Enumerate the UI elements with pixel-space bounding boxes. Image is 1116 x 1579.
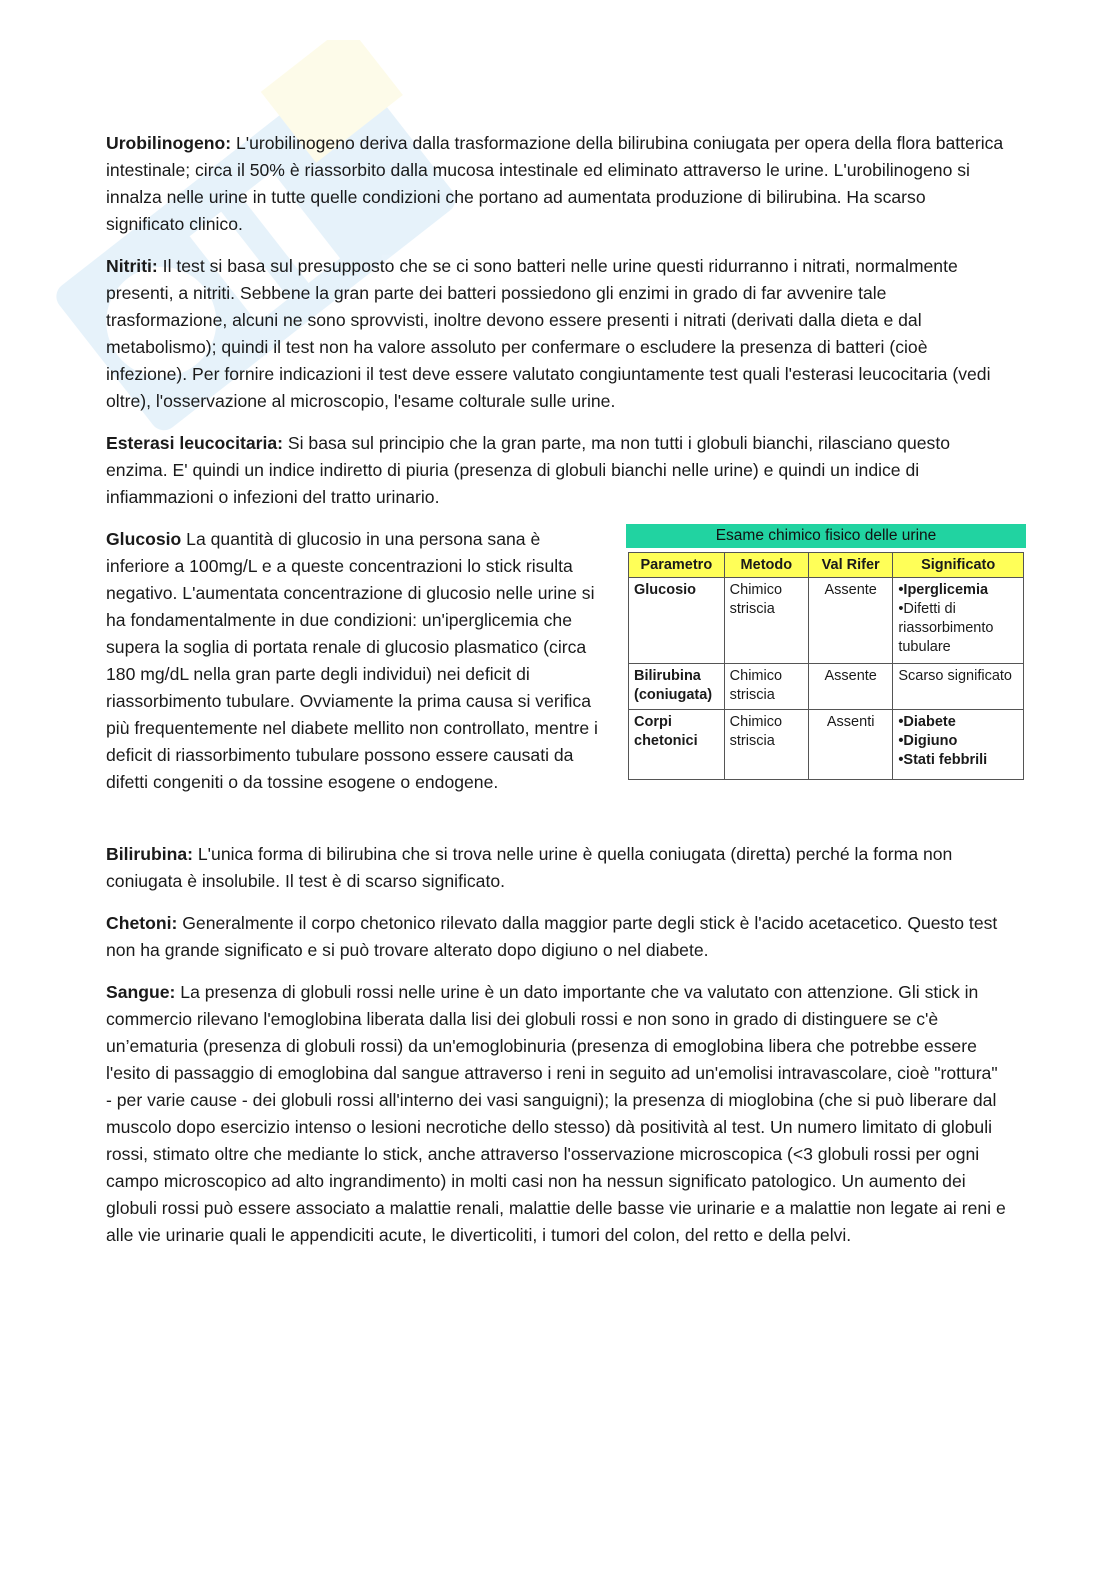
paragraph-nitriti [106, 253, 1006, 415]
glucose-section [106, 526, 1012, 826]
cell-metodo: Chimico striscia [724, 710, 808, 780]
header-metodo: Metodo [724, 553, 808, 578]
paragraph-bilirubina [106, 841, 1006, 895]
table-title: Esame chimico fisico delle urine [626, 524, 1026, 548]
table-row [629, 710, 1024, 780]
text-chetoni: Generalmente il corpo chetonico rilevato dalla maggior parte degli stick è l'acido acetacetico. Questo test non ha grande significato e si può trovare alterato dopo digiuno o nel diabete. [106, 913, 998, 960]
significato-item: •Digiuno [898, 733, 958, 749]
paragraph-esterasi [106, 430, 1006, 511]
document-body [106, 130, 1012, 1264]
cell-parametro-text: Bilirubina (coniugata) [634, 668, 713, 703]
text-nitriti: Il test si basa sul presupposto che se ci sono batteri nelle urine questi ridurranno i nitrati, normalmente presenti, a nitriti. Sebbene la gran parte dei batteri possiedono gli enzimi in grado di far avvenire tale trasformazione, alcuni ne sono sprovvisti, inoltre devono essere presenti i nitrati (derivati dalla dieta e dal metabolismo); quindi il test non ha valore assoluto per confermare o escludere la presenza di batteri (cioè infezione). Per fornire indicazioni il test deve essere valutato congiuntamente test quali l'esterasi leucocitaria (vedi oltre), l'osservazione al microscopio, l'esame colturale sulle urine. [106, 256, 991, 411]
paragraph-sangue [106, 979, 1006, 1249]
paragraph-urobilinogeno [106, 130, 1006, 238]
header-significato: Significato [893, 553, 1024, 578]
paragraph-chetoni [106, 910, 1006, 964]
significato-item: Scarso significato [898, 668, 1012, 684]
text-sangue: La presenza di globuli rossi nelle urine è un dato importante che va valutato con attenzione. Gli stick in commercio rilevano l'emoglobina liberata dalla lisi dei globuli rossi e non sono in grado di distinguere se c'è un’ematuria (presenza di globuli rossi) da un'emoglobinuria (presenza di emoglobina libera che potrebbe essere l'esito di passaggio di emoglobina dal sangue attraverso i reni in seguito ad un'emolisi intravascolare, cioè "rottura" - per varie cause - dei globuli rossi all'interno dei vasi sanguigni); la presenza di mioglobina (che si può liberare dal muscolo dopo esercizio intenso o lesioni necrotiche dello stesso) dà positività al test. Un numero limitato di globuli rossi, stimato oltre che mediante lo stick, anche attraverso l'osservazione microscopica (<3 globuli rossi per ogni campo microscopico ad alto ingrandimento) in molti casi non ha nessun significato patologico. Un aumento dei globuli rossi può essere associato a malattie renali, malattie delle basse vie urinarie e a malattie non legate ai reni e alle vie urinarie quali le appendiciti acute, le diverticoliti, i tumori del colon, del retto e della pelvi. [106, 982, 1006, 1245]
header-val-rifer: Val Rifer [809, 553, 893, 578]
text-glucosio: La quantità di glucosio in una persona sana è inferiore a 100mg/L e a queste concentrazioni lo stick risulta negativo. L'aumentata concentrazione di glucosio nelle urine si ha fondamentalmente in due condizioni: un'iperglicemia che supera la soglia di portata renale di glucosio plasmatico (circa 180 mg/dL nella gran parte degli individui) nei deficit di riassorbimento tubulare. Ovviamente la prima causa si verifica più frequentemente nel diabete mellito non controllato, mentre i deficit di riassorbimento tubulare possono essere causati da difetti congeniti o da tossine esogene o endogene. [106, 529, 598, 792]
header-parametro: Parametro [629, 553, 725, 578]
heading-esterasi: Esterasi leucocitaria: [106, 433, 284, 453]
cell-parametro: Glucosio [629, 578, 725, 664]
text-bilirubina: L'unica forma di bilirubina che si trova nelle urine è quella coniugata (diretta) perché la forma non coniugata è insolubile. Il test è di scarso significato. [106, 844, 953, 891]
table-row [629, 578, 1024, 664]
significato-item: •Diabete [898, 714, 956, 730]
cell-significato [893, 664, 1024, 710]
cell-valore: Assenti [809, 710, 893, 780]
heading-bilirubina: Bilirubina: [106, 844, 193, 864]
significato-item: •Stati febbrili [898, 752, 988, 768]
table-header-row [629, 553, 1024, 578]
heading-urobilinogeno: Urobilinogeno: [106, 133, 232, 153]
urine-exam-table [628, 552, 1024, 780]
significato-item: •Iperglicemia [898, 582, 989, 598]
cell-metodo: Chimico striscia [724, 578, 808, 664]
cell-valore: Assente [809, 578, 893, 664]
text-esterasi: Si basa sul principio che la gran parte, ma non tutti i globuli bianchi, rilasciano questo enzima. E' quindi un indice indiretto di piuria (presenza di globuli bianchi nelle urine) e quindi un indice di infiammazioni o infezioni del tratto urinario. [106, 433, 951, 507]
heading-sangue: Sangue: [106, 982, 176, 1002]
heading-glucosio: Glucosio [106, 529, 182, 549]
cell-parametro [629, 664, 725, 710]
heading-chetoni: Chetoni: [106, 913, 178, 933]
cell-metodo: Chimico striscia [724, 664, 808, 710]
cell-valore: Assente [809, 664, 893, 710]
cell-parametro: Corpi chetonici [629, 710, 725, 780]
urine-table-figure [628, 524, 1024, 780]
significato-item: •Difetti di riassorbimento tubulare [898, 601, 994, 655]
table-row [629, 664, 1024, 710]
cell-significato [893, 578, 1024, 664]
heading-nitriti: Nitriti: [106, 256, 158, 276]
paragraph-glucosio [106, 526, 601, 796]
cell-significato [893, 710, 1024, 780]
text-urobilinogeno: L'urobilinogeno deriva dalla trasformazione della bilirubina coniugata per opera della flora batterica intestinale; circa il 50% è riassorbito dalla mucosa intestinale ed eliminato attraverso le urine. L'urobilinogeno si innalza nelle urine in tutte quelle condizioni che portano ad aumentata produzione di bilirubina. Ha scarso significato clinico. [106, 133, 1004, 234]
